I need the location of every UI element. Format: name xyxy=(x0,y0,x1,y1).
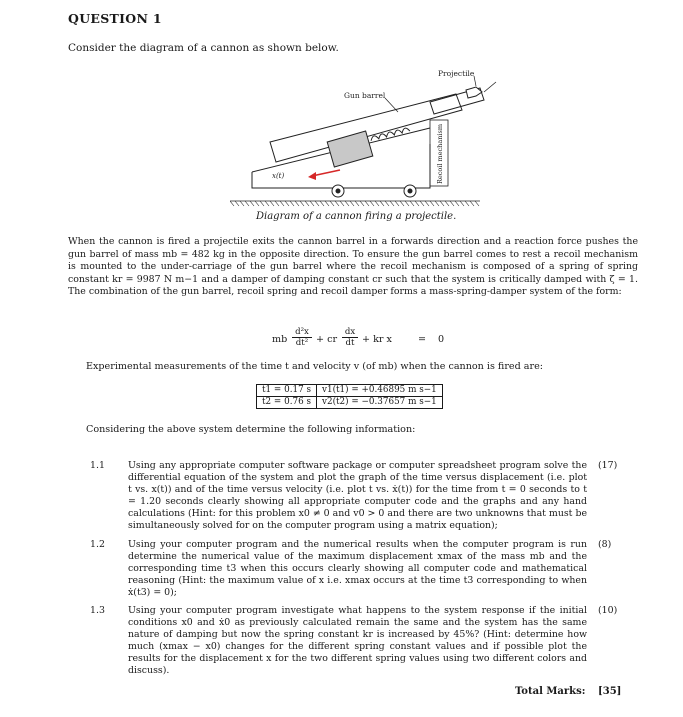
question-number: 1.2 xyxy=(90,539,105,550)
label-recoil: Recoil mechanism xyxy=(436,124,444,184)
problem-paragraph: When the cannon is fired a projectile exits the cannon barrel in a forwards direction and a reaction force pushes the gun barrel of mass mb = 482 kg in the opposite direction. To ensure the gun barrel comes to rest a recoil mechanism is mounted to the under-carriage of the gun barrel where the recoil mechanism is composed of a spring of spring constant kr = 9987 N m−1 and a damper of damping constant cr such that the system is critically damped with ζ = 1. The combination of the gun barrel, recoil spring and recoil damper forms a mass-spring-damper system of the form: xyxy=(68,236,638,298)
hatch-mark xyxy=(425,201,429,206)
wheel xyxy=(332,185,416,197)
hatch-mark xyxy=(445,201,449,206)
hatch-mark xyxy=(465,201,469,206)
hatch-mark xyxy=(405,201,409,206)
question-number: 1.1 xyxy=(90,460,105,471)
hatch-mark xyxy=(310,201,314,206)
projectile xyxy=(466,87,482,98)
question-text: Using your computer program and the numerical results when the computer program is run determine the numerical value of the maximum displacement xmax of the mass mb and the corresponding time t3 when this occurs clearly showing all computer code and mathematical reasoning (Hint: the maximum value of x i.e. xmax occurs at the time t3 corresponding to when ẋ(t3) = 0); xyxy=(128,539,587,598)
question-text: Using your computer program investigate what happens to the system response if the initial conditions x0 and ẋ0 as previously calculated remain the same and the system has the same nature of damping but now the spring constant kr is increased by 45%? (Hint: determine how much (xmax − x0) changes for the different spring constant values and if possible plot the results for the displacement x for the two different spring values using two different colors and discuss). xyxy=(128,605,587,676)
question-text: Using any appropriate computer software package or computer spreadsheet program solve the differential equation of the system and plot the graph of the time versus displacement (i.e. plot t vs. x(t)) and of the time versus velocity (i.e. plot t vs. ẋ(t)) for the time from t = 0 seconds to t = 1.20 seconds clearly showing all appropriate computer code and the graphs and any hand calculations (Hint: for this problem x0 ≠ 0 and v0 > 0 and there are two unknowns that must be simultaneously solved for on the computer program using a matrix equation); xyxy=(128,460,587,531)
hatch-mark xyxy=(365,201,369,206)
hatch-mark xyxy=(290,201,294,206)
question-marks: (17) xyxy=(598,460,618,471)
hatch-mark xyxy=(390,201,394,206)
hatch-mark xyxy=(360,201,364,206)
experimental-text: Experimental measurements of the time t and velocity v (of mb) when the cannon is fired are: xyxy=(86,361,544,372)
hatch-mark xyxy=(375,201,379,206)
hatch-mark xyxy=(455,201,459,206)
question-marks: (10) xyxy=(598,605,618,616)
hatch-mark xyxy=(350,201,354,206)
hatch-mark xyxy=(345,201,349,206)
label-gun-barrel: Gun barrel xyxy=(344,91,386,100)
hatch-mark xyxy=(355,201,359,206)
hatch-mark xyxy=(395,201,399,206)
hatch-mark xyxy=(450,201,454,206)
hatch-mark xyxy=(260,201,264,206)
hatch-mark xyxy=(325,201,329,206)
eq-dx-num: dx xyxy=(344,327,356,337)
hatch-mark xyxy=(420,201,424,206)
question-title: QUESTION 1 xyxy=(68,11,162,26)
cell-time: t1 = 0.17 s xyxy=(257,385,317,397)
hatch-mark xyxy=(330,201,334,206)
total-marks-value: [35] xyxy=(598,686,622,697)
cell-time: t2 = 0.76 s xyxy=(257,397,317,409)
hatch-mark xyxy=(380,201,384,206)
hatch-mark xyxy=(240,201,244,206)
hatch-mark xyxy=(285,201,289,206)
hatch-mark xyxy=(435,201,439,206)
hatch-mark xyxy=(250,201,254,206)
total-marks-label: Total Marks: xyxy=(515,686,586,697)
question-number: 1.3 xyxy=(90,605,105,616)
hatch-mark xyxy=(470,201,474,206)
hatch-mark xyxy=(370,201,374,206)
hatch-mark xyxy=(410,201,414,206)
hatch-mark xyxy=(300,201,304,206)
eq-dx-den: dt xyxy=(342,337,358,348)
considering-text: Considering the above system determine the following information: xyxy=(86,424,416,435)
hatch-mark xyxy=(400,201,404,206)
cannon-diagram xyxy=(230,64,520,214)
hatch-mark xyxy=(265,201,269,206)
figure-caption: Diagram of a cannon firing a projectile. xyxy=(256,211,457,222)
hatch-mark xyxy=(230,201,234,206)
intro-text: Consider the diagram of a cannon as shown below. xyxy=(68,42,339,54)
eq-equals: = xyxy=(418,334,427,345)
eq-plus-c: + cr xyxy=(316,334,338,345)
hatch-mark xyxy=(305,201,309,206)
eq-d2x-num: d²x xyxy=(295,327,309,337)
hatch-mark xyxy=(280,201,284,206)
hatch-mark xyxy=(340,201,344,206)
hatch-mark xyxy=(235,201,239,206)
cell-velocity: v2(t2) = −0.37657 m s−1 xyxy=(317,397,443,409)
displacement-arrowhead xyxy=(308,172,316,180)
label-x: x(t) xyxy=(272,172,285,180)
measurement-table xyxy=(256,384,443,409)
hatch-mark xyxy=(245,201,249,206)
hatch-mark xyxy=(440,201,444,206)
hatch-mark xyxy=(315,201,319,206)
hatch-mark xyxy=(430,201,434,206)
hatch-mark xyxy=(320,201,324,206)
hatch-mark xyxy=(475,201,479,206)
hatch-mark xyxy=(295,201,299,206)
hatch-mark xyxy=(255,201,259,206)
cell-velocity: v1(t1) = +0.46895 m s−1 xyxy=(317,385,443,397)
eq-mass: mb xyxy=(272,334,288,345)
ode-equation xyxy=(272,325,472,353)
question-marks: (8) xyxy=(598,539,612,550)
eq-rhs: 0 xyxy=(438,334,445,345)
hatch-mark xyxy=(385,201,389,206)
eq-first-derivative xyxy=(342,327,358,348)
hatch-mark xyxy=(335,201,339,206)
eq-second-derivative xyxy=(292,327,312,348)
hatch-mark xyxy=(270,201,274,206)
label-projectile: Projectile xyxy=(438,69,475,78)
eq-plus-k: + kr x xyxy=(362,334,392,345)
eq-d2x-den: dt² xyxy=(292,337,312,348)
table-row xyxy=(257,385,443,397)
hatch-mark xyxy=(460,201,464,206)
hatch-mark xyxy=(415,201,419,206)
displacement-arrow xyxy=(312,170,340,176)
table-row xyxy=(257,397,443,409)
hatch-mark xyxy=(275,201,279,206)
